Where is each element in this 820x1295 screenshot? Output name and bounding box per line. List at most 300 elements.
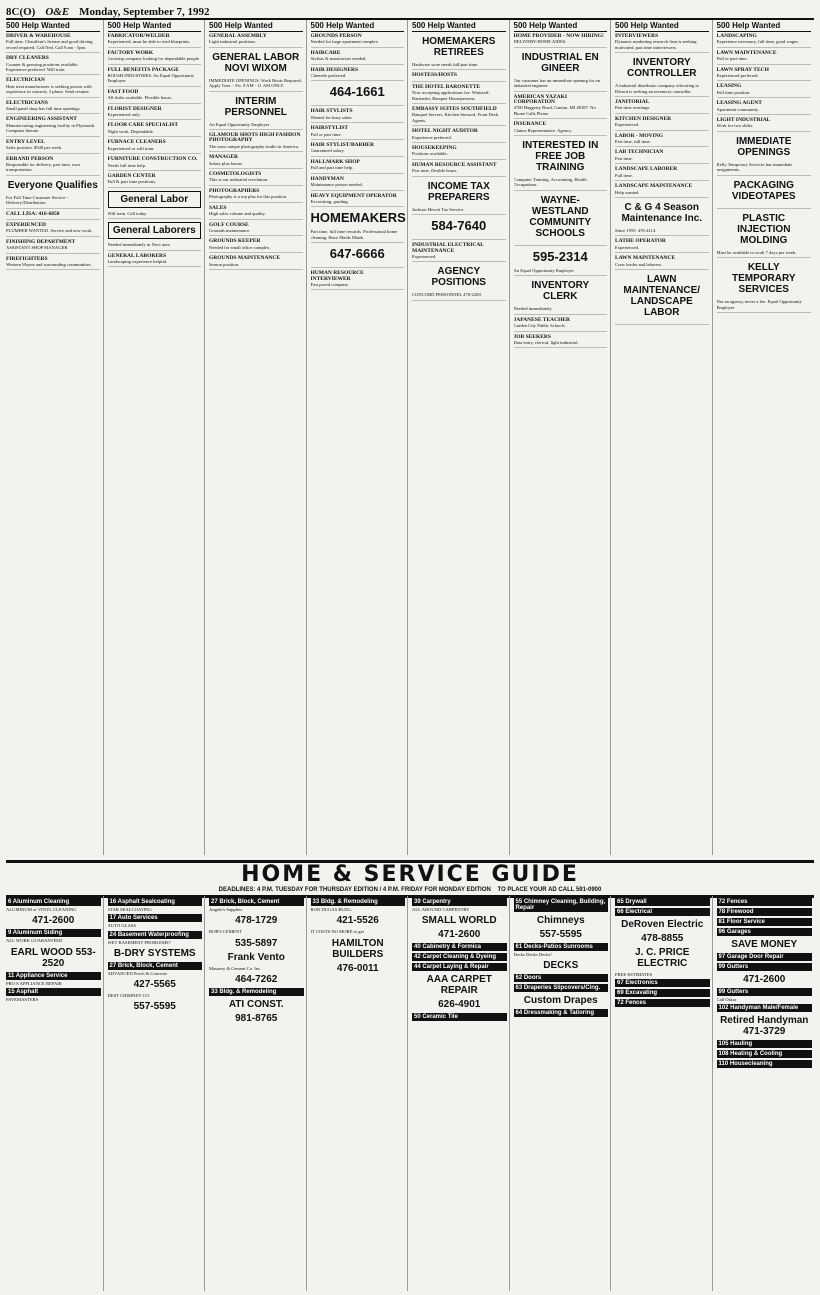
service-category: 81 Floor Service [717, 918, 813, 926]
service-headline: 557-5595 [539, 929, 582, 940]
ad-text: Will train. Call today. [107, 210, 148, 216]
ad-title: FAST FOOD [107, 88, 139, 95]
classified-ad [6, 257, 100, 271]
service-column [412, 896, 510, 1291]
classified-ad [615, 202, 709, 236]
ad-headline: HOMEMAKERS RETIREES [422, 36, 496, 58]
service-category: 108 Heating & Cooling [717, 1050, 813, 1058]
ad-text: Claims Representative. Agency. [513, 127, 573, 133]
service-headline: SAVE MONEY [731, 939, 798, 950]
service-headline: 421-5526 [336, 915, 379, 927]
service-headline: 427-5565 [133, 979, 176, 991]
ad-text: Experienced. [615, 244, 640, 250]
ad-headline: 595-2314 [532, 248, 588, 264]
ad-headline: 647-6666 [329, 246, 385, 262]
classified-ad [311, 177, 405, 191]
ad-title: GROUNDS MAINTENANCE [209, 255, 281, 262]
ad-text: Banquet Servers, Kitchen Steward, Front Desk Agents. [412, 112, 499, 123]
classified-ad [6, 140, 100, 154]
ad-title: PHOTOGRAPHERS [209, 187, 260, 194]
ad-text: Part time evenings. [615, 105, 651, 111]
ad-title: LAB TECHNICIAN [615, 149, 664, 156]
ad-headline: C & G 4 Season Maintenance Inc. [621, 201, 703, 224]
service-line: ADVANCED Porch & Concrete [107, 970, 167, 976]
ad-text: Needed immediately. [513, 306, 553, 312]
classified-ad [615, 150, 709, 164]
classified-column [108, 20, 206, 855]
ad-text: Experienced. [615, 122, 640, 128]
ad-headline: GENERAL LABOR NOVI WIXOM [212, 51, 300, 74]
ad-text: Stylists & manicurists needed. [310, 56, 367, 62]
ad-title: LANDSCAPE LABORER [615, 166, 678, 173]
classified-ad [412, 243, 506, 262]
service-category: 27 Brick, Block, Cement [108, 962, 203, 970]
ad-text: ROUSH INDUSTRIES. An Equal Opportunity Employer. [107, 73, 195, 84]
home-service-guide-banner [6, 860, 814, 898]
classified-ad [412, 146, 506, 160]
service-headline: SMALL WORLD [421, 915, 497, 927]
classified-ad [717, 213, 812, 258]
ad-text: Photography is a top plus for this position. [209, 194, 288, 200]
ad-text: A industrial distributor company relocating to Detroit is seeking an inventory controller. [615, 83, 700, 94]
service-headline: Chimneys [536, 915, 585, 926]
ad-title: LIGHT INDUSTRIAL [716, 117, 771, 124]
classified-ad [6, 180, 100, 209]
service-line: IT COSTS NO MORE to get [310, 929, 364, 935]
classified-ad [209, 52, 303, 92]
classified-ad [311, 51, 405, 65]
ad-title: GARDEN CENTER [107, 172, 156, 179]
masthead [6, 4, 814, 20]
ad-text: Full and part time help. [310, 165, 354, 171]
classified-ad [108, 51, 202, 65]
classified-ad [311, 109, 405, 123]
ad-title: LABOR - MOVING [615, 132, 663, 139]
ad-text: Maintenance person needed. [310, 182, 363, 188]
classified-ad [209, 189, 303, 203]
ad-title: GENERAL LABORERS [107, 252, 167, 259]
ad-title: ENGINEERING ASSISTANT [6, 116, 77, 123]
ad-title: HOSTESS/HOSTS [412, 72, 457, 79]
classified-ad [514, 122, 608, 136]
ad-text: Our customer has an immediate opening for an industrial engineer. [513, 77, 600, 89]
ad-title: LAWN MAINTENANCE [615, 255, 676, 262]
service-category: 67 Electronics [615, 979, 710, 987]
guide-title: HOME & SERVICE GUIDE [241, 862, 579, 887]
classified-ad [615, 167, 709, 181]
ad-text: Full or part time. [716, 56, 748, 62]
ad-title: KITCHEN DESIGNER [615, 115, 672, 122]
classified-column [311, 20, 409, 855]
ad-text: Dynamic marketing research firm is seeking motivated, part time interviewers. [615, 39, 697, 50]
service-line: ALL AROUND CARPENTRY [412, 907, 470, 912]
ad-text: Night work. Dependable. [107, 128, 154, 134]
ad-title: CALL LISA: 416-6850 [6, 210, 60, 217]
ad-text: Growing company looking for dependable people. [107, 56, 201, 62]
service-category: 65 Drywall [615, 898, 710, 906]
service-headline: 478-1729 [235, 915, 278, 927]
service-headline: EARL WOOD 553-2520 [10, 946, 96, 969]
ad-title: MANAGER [209, 154, 239, 161]
service-category: 15 Asphalt [6, 988, 101, 996]
ad-title: GLAMOUR SHOTS HIGH FASHION PHOTOGRAPHY [209, 132, 301, 144]
ad-title: LEASING [716, 83, 742, 90]
ad-headline: Everyone Qualifies [7, 179, 98, 191]
ad-title: FURNACE CLEANERS [107, 139, 166, 146]
ad-title: HAIR DESIGNERS [310, 66, 359, 73]
service-line: Angelo's Supplies [209, 907, 243, 912]
classified-ad [311, 211, 405, 243]
issue-date: Monday, September 7, 1992 [79, 6, 210, 18]
ad-title: LANDSCAPING [716, 33, 757, 39]
ad-title: AMERICAN YAZAKI CORPORATION [513, 93, 568, 106]
ad-headline: INVENTORY CLERK [531, 280, 590, 303]
ad-text: Experience preferred. [412, 134, 452, 140]
ad-title: DRIVER & WAREHOUSE [6, 33, 71, 39]
classified-ad [311, 126, 405, 140]
ad-headline: WAYNE-WESTLAND COMMUNITY SCHOOLS [529, 194, 592, 239]
service-category: 96 Garages [717, 928, 813, 936]
ad-title: FABRICATOR/WELDER [107, 33, 170, 39]
service-headline: AAA CARPET REPAIR [426, 974, 492, 997]
ad-text: Experienced or will train. [107, 145, 155, 151]
ad-text: Experienced. [412, 253, 437, 259]
service-column [311, 896, 409, 1291]
ad-text: Full & part time positions. [107, 179, 157, 185]
classified-column [514, 20, 612, 855]
service-guide-columns [6, 896, 814, 1291]
classified-ad [311, 160, 405, 174]
service-line: PAVEMASTERS [6, 996, 39, 1002]
ad-headline: PACKAGING VIDEOTAPES [731, 179, 796, 202]
classified-ad [717, 262, 812, 313]
ad-title: HUMAN RESOURCE INTERVIEWER [310, 270, 364, 282]
classified-ad [6, 157, 100, 176]
service-category: 99 Gutters [717, 963, 813, 971]
service-category: 33 Bldg. & Remodeling [311, 898, 406, 906]
classified-ad [6, 101, 100, 115]
ad-text: Western Wayne and surrounding communities. [6, 261, 92, 267]
classified-ad [311, 194, 405, 208]
ad-text: Part time, full time rewards. Professional home cleaning. Have Maids Maids [310, 229, 398, 240]
classified-ad [311, 34, 405, 48]
service-category: 27 Brick, Block, Cement [209, 898, 304, 906]
classified-ad [6, 78, 100, 97]
ad-text: Computer Training, Accounting, Health Occupations. [513, 177, 587, 188]
classified-ad [108, 191, 202, 219]
classified-ad [6, 117, 100, 136]
ad-text: Data entry, clerical, light industrial. [513, 339, 579, 345]
service-headline: J. C. PRICE ELECTRIC [635, 947, 690, 969]
ad-text: Since 1959. 476-4114 [615, 227, 656, 233]
classified-ad [514, 250, 608, 276]
ad-title: LATHE OPERATOR [615, 238, 666, 245]
ad-headline: AGENCY POSITIONS [431, 266, 486, 289]
service-category: 9 Aluminum Siding [6, 929, 101, 937]
ad-text: Counter & pressing positions available. Experience preferred. Will train. [6, 61, 79, 73]
ad-text: Apartment community. [716, 106, 760, 112]
ad-text: Part time, full time. [615, 139, 651, 145]
ad-text: Hardware store needs full/part time. [412, 62, 479, 67]
ad-title: GROUNDS PERSON [310, 33, 362, 39]
ad-text: Must be available to work 7 days per week. [716, 249, 797, 255]
classified-column [6, 20, 104, 855]
service-category: 39 Carpentry [412, 898, 507, 906]
classified-ad [412, 129, 506, 143]
service-line: Call Oskar [716, 997, 737, 1002]
paper-name: O&E [45, 6, 70, 18]
ad-text: Clientele preferred. [310, 73, 347, 79]
service-headline: B-DRY SYSTEMS [113, 947, 196, 959]
classified-ad [514, 195, 608, 246]
classified-ad [615, 239, 709, 253]
classified-ad [311, 271, 405, 290]
service-category: 17 Auto Services [108, 914, 203, 922]
ad-title: JANITORIAL [615, 99, 650, 106]
classified-ad [209, 172, 303, 186]
ad-title: LAWN SPRAY TECH [716, 66, 769, 73]
ad-text: Landscaping experience helpful. [107, 258, 168, 264]
classified-ad [615, 57, 709, 97]
classified-ad [311, 68, 405, 82]
ad-text: For Full Time Customer Service - Delivery/Distribution [6, 194, 69, 206]
service-column [615, 896, 713, 1291]
classified-ad [412, 85, 506, 104]
ad-text: Help wanted. [615, 189, 640, 195]
service-headline: 557-5595 [133, 1001, 176, 1013]
service-line: ALL WORK GUARANTEED [6, 938, 63, 944]
ad-text: Grounds maintenance. [209, 227, 251, 233]
classified-ad [717, 84, 812, 98]
column-heading: 500 Help Wanted [412, 20, 506, 32]
classified-ad [209, 239, 303, 253]
ad-text: PLUMBER WANTED. Service and new work. [6, 228, 93, 234]
ad-title: HAIR STYLISTS [310, 108, 353, 115]
service-category: 99 Gutters [717, 988, 813, 996]
ad-title: HOUSEKEEPING [412, 145, 457, 152]
column-heading: 500 Help Wanted [6, 20, 100, 32]
ad-title: JOB SEEKERS [513, 333, 551, 340]
ad-text: Full time. Chauffeur's license and good driving record required. Call Ned. Call 9 am - 5pm. [6, 39, 93, 50]
ad-title: FLOOR CARE SPECIALIST [107, 122, 179, 129]
guide-deadlines: DEADLINES: 4 P.M. TUESDAY FOR THURSDAY EDITION / 4 P.M. FRIDAY FOR MONDAY EDITION [218, 887, 491, 893]
ad-text: Kelly Temporary Services has immediate assignments. [716, 161, 793, 173]
classified-ad [108, 254, 202, 268]
ad-title: SALES [209, 204, 227, 211]
service-headline: 476-0011 [336, 962, 379, 974]
service-column [717, 896, 815, 1291]
ad-title: GOLF COURSE [209, 221, 249, 228]
guide-phone-line: TO PLACE YOUR AD CALL 591-0900 [497, 887, 602, 893]
ad-title: HOTEL NIGHT AUDITOR [412, 128, 478, 135]
service-headline: Custom Drapes [523, 995, 598, 1007]
classified-ad [514, 34, 608, 48]
ad-text: An Equal Opportunity Employer [209, 121, 270, 127]
classified-ad [108, 174, 202, 188]
service-headline: 471-2600 [438, 929, 481, 941]
service-category: 105 Hauling [717, 1040, 813, 1048]
ad-text: Part time, flexible hours. [412, 168, 458, 174]
ad-title: HAIRCARE [310, 49, 341, 56]
ad-text: Work for two shifts. [716, 123, 754, 129]
ad-text: Manufacturing engineering facility in Plymouth. Computer literate. [6, 122, 96, 134]
service-category: 50 Ceramic Tile [412, 1013, 507, 1021]
ad-text: Excavating, grading. [310, 198, 349, 204]
service-category: 11 Appliance Service [6, 972, 101, 980]
ad-headline: PLASTIC INJECTION MOLDING [737, 212, 791, 246]
classified-ad [108, 34, 202, 48]
classified-ad [514, 52, 608, 92]
ad-boxed-headline: General Laborers [108, 222, 202, 239]
ad-text: Fast paced company. [310, 281, 349, 287]
service-category: 40 Cabinetry & Formica [412, 943, 507, 951]
ad-title: FLORIST DESIGNER [107, 105, 162, 112]
ad-text: CONCORD PERSONNEL 478-2200 [412, 292, 481, 298]
classified-ad [615, 117, 709, 131]
ad-text: This is our industrial revolution. [209, 177, 269, 183]
ad-text: Positions available. [412, 151, 448, 157]
ad-title: COSMETOLOGISTS [209, 171, 262, 178]
classified-column [209, 20, 307, 855]
ad-title: FINISHING DEPARTMENT [6, 238, 76, 245]
ad-headline: INDUSTRIAL EN GINEER [521, 51, 599, 74]
classified-ad [108, 222, 202, 250]
service-column [108, 896, 206, 1291]
ad-title: ELECTRICIANS [6, 99, 48, 106]
ad-headline: 464-1661 [329, 84, 385, 100]
service-headline: 626-4901 [438, 999, 481, 1011]
ad-text: Needed immediately in Novi area. [107, 242, 171, 248]
column-heading: 500 Help Wanted [108, 20, 202, 32]
classified-ad [412, 36, 506, 70]
ad-text: Full or part time. [310, 131, 342, 137]
ad-text: The most unique photography studio in America. [209, 143, 300, 149]
service-category: 24 Basement Waterproofing [108, 931, 203, 939]
ad-text: Experienced preferred. [716, 73, 759, 79]
classified-ad [108, 68, 202, 87]
ad-title: THE HOTEL BARONETTE [412, 83, 481, 90]
service-headline: DECKS [543, 960, 579, 972]
ad-text: Light industrial positions. [209, 39, 257, 45]
ad-text: ASSISTANT SHOP MANAGER [6, 245, 68, 251]
ad-title: INDUSTRIAL ELECTRICAL MAINTENANCE [412, 242, 484, 254]
service-headline: ATI CONST. [228, 998, 284, 1010]
ad-title: EMBASSY SUITES SOUTHFIELD [412, 106, 497, 113]
classified-ad [311, 85, 405, 106]
service-category: 97 Garage Door Repair [717, 953, 813, 961]
service-category: 69 Excavating [615, 989, 710, 997]
ad-text: An Equal Opportunity Employer [513, 267, 574, 273]
classified-ad [717, 118, 812, 132]
service-category: 72 Fences [717, 898, 813, 906]
ad-text: Season position. [209, 261, 240, 267]
ad-text: Full time. [615, 172, 633, 178]
classified-ad [412, 163, 506, 177]
classified-ad [108, 123, 202, 137]
classified-ad [717, 34, 812, 48]
classified-ad [615, 34, 709, 53]
service-line: DEST CHIMNEY CO. [107, 993, 150, 999]
service-headline: HAMILTON BUILDERS [331, 937, 384, 960]
classified-ad [717, 180, 812, 209]
classified-columns [6, 20, 814, 855]
ad-title: FULL BENEFITS PACKAGE [107, 66, 179, 73]
classified-ad [514, 318, 608, 332]
ad-headline: KELLY TEMPORARY SERVICES [731, 262, 796, 296]
classified-ad [311, 247, 405, 268]
classified-ad [615, 256, 709, 270]
column-heading: 500 Help Wanted [209, 20, 303, 32]
ad-text: Garden City Public Schools. [513, 323, 566, 329]
classified-column [412, 20, 510, 855]
service-line: Masonry & Cement Co. Inc. [209, 965, 262, 971]
service-category: 61 Decks-Patios Sunrooms [514, 943, 609, 951]
ad-text: High sales volume and quality. [209, 211, 266, 217]
service-column [209, 896, 307, 1291]
service-column [514, 896, 612, 1291]
ad-title: HEAVY EQUIPMENT OPERATOR [310, 192, 397, 199]
ad-text: DELIVERY/HOME AIDES. [513, 39, 567, 45]
classified-ad [514, 95, 608, 120]
classified-ad [311, 143, 405, 157]
classified-ad [6, 34, 100, 53]
service-line: AUTO GLASS [107, 923, 136, 929]
service-category: 33 Bldg. & Remodeling [209, 988, 304, 996]
classified-ad [209, 34, 303, 48]
ad-text: Experienced, must be able to read blueprints. [107, 39, 191, 45]
ad-title: HALLMARK SHOP [310, 158, 360, 165]
classified-ad [209, 223, 303, 237]
ad-text: Experience necessary, full time, good wages. [716, 39, 800, 45]
ad-text: Responsible for delivery, part time, own transportation. [6, 161, 80, 173]
ad-text: Sales position. $540 per week. [6, 145, 63, 151]
classified-column [615, 20, 713, 855]
service-line: WET BASEMENT PROBLEMS? [107, 939, 171, 945]
classified-ad [108, 157, 202, 171]
service-line: PRO S APPLIANCE REPAIR [6, 980, 62, 986]
ad-title: ERRAND PERSON [6, 155, 54, 162]
ad-title: FACTORY WORK [107, 49, 154, 56]
ad-text: Now accepting applications for: Waitstaff, Bartender, Banquet Housepersons. [412, 90, 490, 101]
ad-title: GROUNDS KEEPER [209, 238, 261, 245]
service-category: 66 Electrical [615, 908, 710, 916]
ad-text: Heat treat manufacturer is seeking person with experience in controls, 3 phase. Send resume. [6, 83, 92, 95]
classified-ad [412, 181, 506, 215]
classified-ad [717, 101, 812, 115]
ad-text: IMMEDIATE OPENINGS. Work Boots Required. Apply Tues. - Fri. 9 AM - 11 AM ONLY. [209, 77, 302, 89]
ad-headline: HOMEMAKERS [310, 210, 406, 226]
classified-ad [6, 56, 100, 75]
ad-title: HOME PROVIDER - NOW HIRING! [513, 33, 604, 39]
ad-title: FIREFIGHTERS [6, 255, 48, 262]
ad-title: HANDYMAN [310, 175, 344, 182]
service-category: 110 Housecleaning [717, 1060, 813, 1068]
classified-ad [108, 90, 202, 104]
ad-text: Full time position. [716, 89, 751, 95]
ad-text: Jackson Hewitt Tax Service. [412, 206, 465, 212]
service-line: RON DUGAS BLDG. [310, 907, 352, 912]
ad-headline: 584-7640 [431, 218, 487, 234]
ad-title: INTERVIEWERS [615, 33, 659, 39]
ad-text: Crew leader and laborers. [615, 261, 663, 267]
ad-title: ELECTRICIAN [6, 77, 45, 84]
ad-headline: IMMEDIATE OPENINGS [736, 135, 792, 158]
service-headline: 464-7262 [235, 973, 278, 985]
ad-headline: INTERIM PERSONNEL [224, 95, 287, 118]
service-headline: 535-5897 [235, 937, 278, 949]
classified-ad [6, 212, 100, 220]
classified-ad [615, 184, 709, 198]
